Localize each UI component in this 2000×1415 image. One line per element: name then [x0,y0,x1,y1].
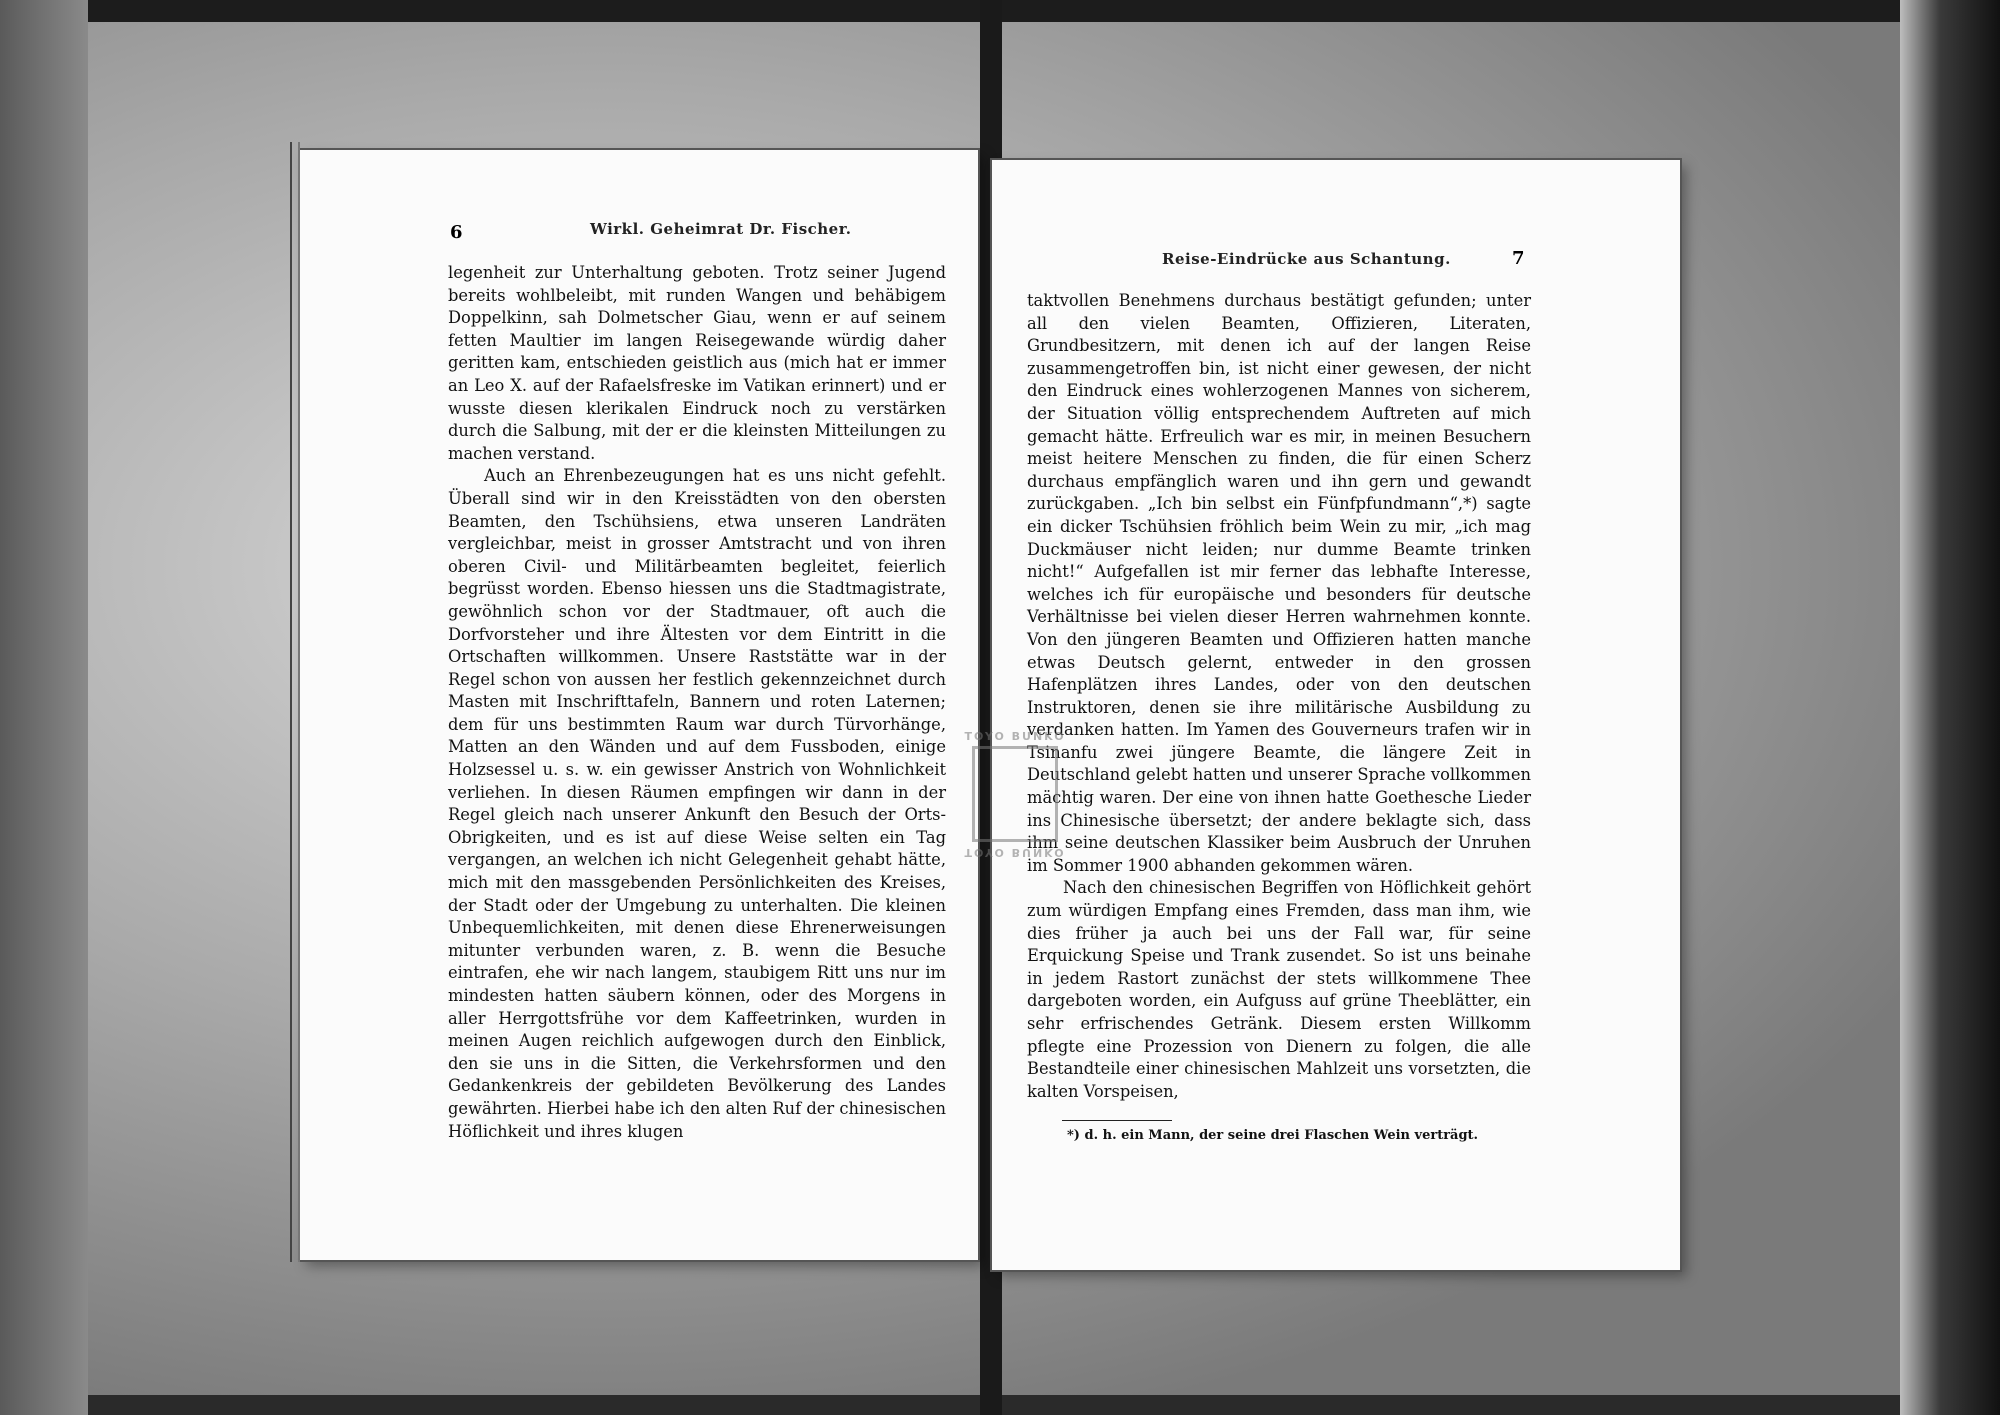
right-running-head: Reise-Eindrücke aus Schantung. [1162,250,1451,268]
left-page [300,150,978,1260]
right-page-body [1027,290,1531,1103]
right-paragraph-1: taktvollen Benehmens durchaus bestätigt gefunden; unter all den vielen Beamten, Offizieren, Literaten, Grundbesitzern, mit denen ich auf der langen Reise zusammengetroffen bin, ist nicht einer gewesen, der nicht den Eindruck eines wohlerzogenen Mannes von sicherem, der Situation völlig entsprechendem Auftreten auf mich gemacht hätte. Erfreulich war es mir, in meinen Besuchern meist heitere Menschen zu finden, die für einen Scherz durchaus empfänglich waren und ihn gern und gewandt zurückgaben. „Ich bin selbst ein Fünfpfundmann“,*) sagte ein dicker Tschühsien fröhlich beim Wein zu mir, „ich mag Duckmäuser nicht leiden; nur dumme Beamte trinken nicht!“ Aufgefallen ist mir ferner das lebhafte Interesse, welches ich für europäische und besonders für deutsche Verhältnisse bei vielen dieser Herren wahrnehmen konnte. Von den jüngeren Beamten und Offizieren hatten manche etwas Deutsch gelernt, entweder in den grossen Hafenplätzen ihres Landes, oder von den deutschen Instruktoren, denen sie ihre militärische Ausbildung zu verdanken hatten. Im Yamen des Gouverneurs trafen wir in Tsinanfu zwei jüngere Beamte, die längere Zeit in Deutschland gelebt hatten und unserer Sprache vollkommen mächtig waren. Der eine von ihnen hatte Goethesche Lieder ins Chinesische übersetzt; der andere beklagte sich, dass ihm seine deutschen Klassiker beim Ausbruch der Unruhen im Sommer 1900 abhanden gekommen wären. [1027,291,1531,875]
scan-right-edge [1900,0,2000,1415]
stamp-seal-icon [972,746,1058,842]
left-running-head: Wirkl. Geheimrat Dr. Fischer. [590,220,852,238]
right-paragraph-2: Nach den chinesischen Begriffen von Höflichkeit gehört zum würdigen Empfang eines Fremden, dass man ihm, wie dies früher ja auch bei uns der Fall war, für seine Erquickung Speise und Trank zusendet. So ist uns beinahe in jedem Rastort zunächst der stets willkommene Thee dargeboten worden, ein Aufguss auf grüne Theeblätter, ein sehr erfrischendes Getränk. Diesem ersten Willkomm pflegte eine Prozession von Dienern zu folgen, die alle Bestandteile einer chinesischen Mahlzeit uns vorsetzten, die kalten Vorspeisen, [1027,878,1531,1101]
footnote-rule [1062,1120,1172,1121]
left-paragraph-1: legenheit zur Unterhaltung geboten. Trotz seiner Jugend bereits wohlbeleibt, mit runden Wangen und behäbigem Doppelkinn, sah Dolmetscher Giau, wenn er auf seinem fetten Maultier im langen Reisegewande würdig daher geritten kam, entschieden geistlich aus (mich hat er immer an Leo X. auf der Rafaelsfreske im Vatikan erinnert) und er wusste diesen klerikalen Eindruck noch zu verstärken durch die Salbung, mit der er die kleinsten Mitteilungen zu machen verstand. [448,263,946,463]
scan-left-edge [0,0,88,1415]
stamp-top-text: TOYO BUNKO [964,730,1066,743]
right-page [992,160,1680,1270]
right-page-number: 7 [1512,248,1525,269]
library-stamp [950,730,1080,860]
left-paragraph-2: Auch an Ehrenbezeugungen hat es uns nicht gefehlt. Überall sind wir in den Kreisstädten von den obersten Beamten, den Tschühsiens, etwa unseren Landräten vergleichbar, meist in grosser Amtstracht und von ihren oberen Civil- und Militärbeamten begleitet, feierlich begrüsst worden. Ebenso hiessen uns die Stadtmagistrate, gewöhnlich schon vor der Stadtmauer, oft auch die Dorfvorsteher und ihre Ältesten vor dem Eintritt in die Ortschaften willkommen. Unsere Raststätte war in der Regel schon von aussen her festlich gekennzeichnet durch Masten mit Inschrifttafeln, Bannern und roten Laternen; dem für uns bestimmten Raum war durch Türvorhänge, Matten an den Wänden und auf dem Fussboden, einige Holzsessel u. s. w. ein gewisser Anstrich von Wohnlichkeit verliehen. In diesen Räumen empfingen wir dann in der Regel gleich nach unserer Ankunft den Besuch der Orts-Obrigkeiten, und es ist auf diese Weise selten ein Tag vergangen, an welchen ich nicht Gelegenheit gehabt hätte, mich mit den massgebenden Persönlichkeiten des Kreises, der Stadt oder der Umgebung zu unterhalten. Die kleinen Unbequemlichkeiten, mit denen diese Ehrenerweisungen mitunter verbunden waren, z. B. wenn die Besuche eintrafen, ehe wir nach langem, staubigem Ritt uns nur im mindesten hatten säubern können, oder des Morgens in aller Herrgottsfrühe vor dem Kaffeetrinken, wurden in meinen Augen reichlich aufgewogen durch den Einblick, den sie uns in die Sitten, die Verkehrsformen und den Gedankenkreis der gebildeten Bevölkerung des Landes gewährten. Hierbei habe ich den alten Ruf der chinesischen Höflichkeit und ihres klugen [448,466,946,1141]
footnote: *) d. h. ein Mann, der seine drei Flaschen Wein verträgt. [1067,1128,1479,1143]
stamp-bottom-text: TOYO BUNKO [964,846,1066,859]
left-page-number: 6 [450,222,463,243]
left-page-body [448,262,946,1143]
